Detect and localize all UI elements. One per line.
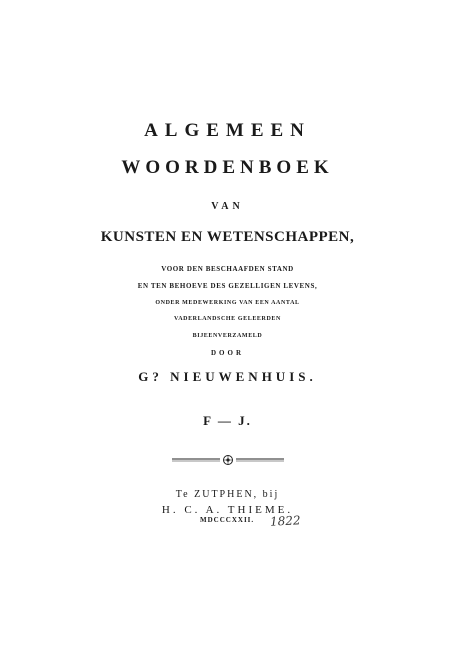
imprint-place: Te ZUTPHEN, bij <box>175 489 280 500</box>
title-subject: KUNSTEN EN WETENSCHAPPEN, <box>100 229 355 245</box>
ornament-icon <box>170 454 286 466</box>
title-line-1: ALGEMEEN <box>144 120 311 141</box>
imprint-date: MDCCCXXII. <box>200 516 255 524</box>
by-label: DOOR <box>211 349 244 357</box>
imprint-publisher: H. C. A. THIEME. <box>161 504 294 516</box>
volume-range: F — J. <box>203 413 252 428</box>
author-name: G? NIEUWENHUIS. <box>138 369 317 384</box>
subtitle-line-3: ONDER MEDEWERKING VAN EEN AANTAL <box>155 300 300 306</box>
title-connector: VAN <box>211 201 244 212</box>
subtitle-line-5: BIJEENVERZAMELD <box>192 333 263 339</box>
subtitle-line-4: VADERLANDSCHE GELEERDEN <box>174 316 281 322</box>
subtitle-line-1: VOOR DEN BESCHAAFDEN STAND <box>161 265 294 273</box>
subtitle-line-2: EN TEN BEHOEVE DES GEZELLIGEN LEVENS, <box>137 282 318 290</box>
title-line-2: WOORDENBOEK <box>121 157 334 178</box>
handwritten-note: 1822 <box>269 513 301 529</box>
